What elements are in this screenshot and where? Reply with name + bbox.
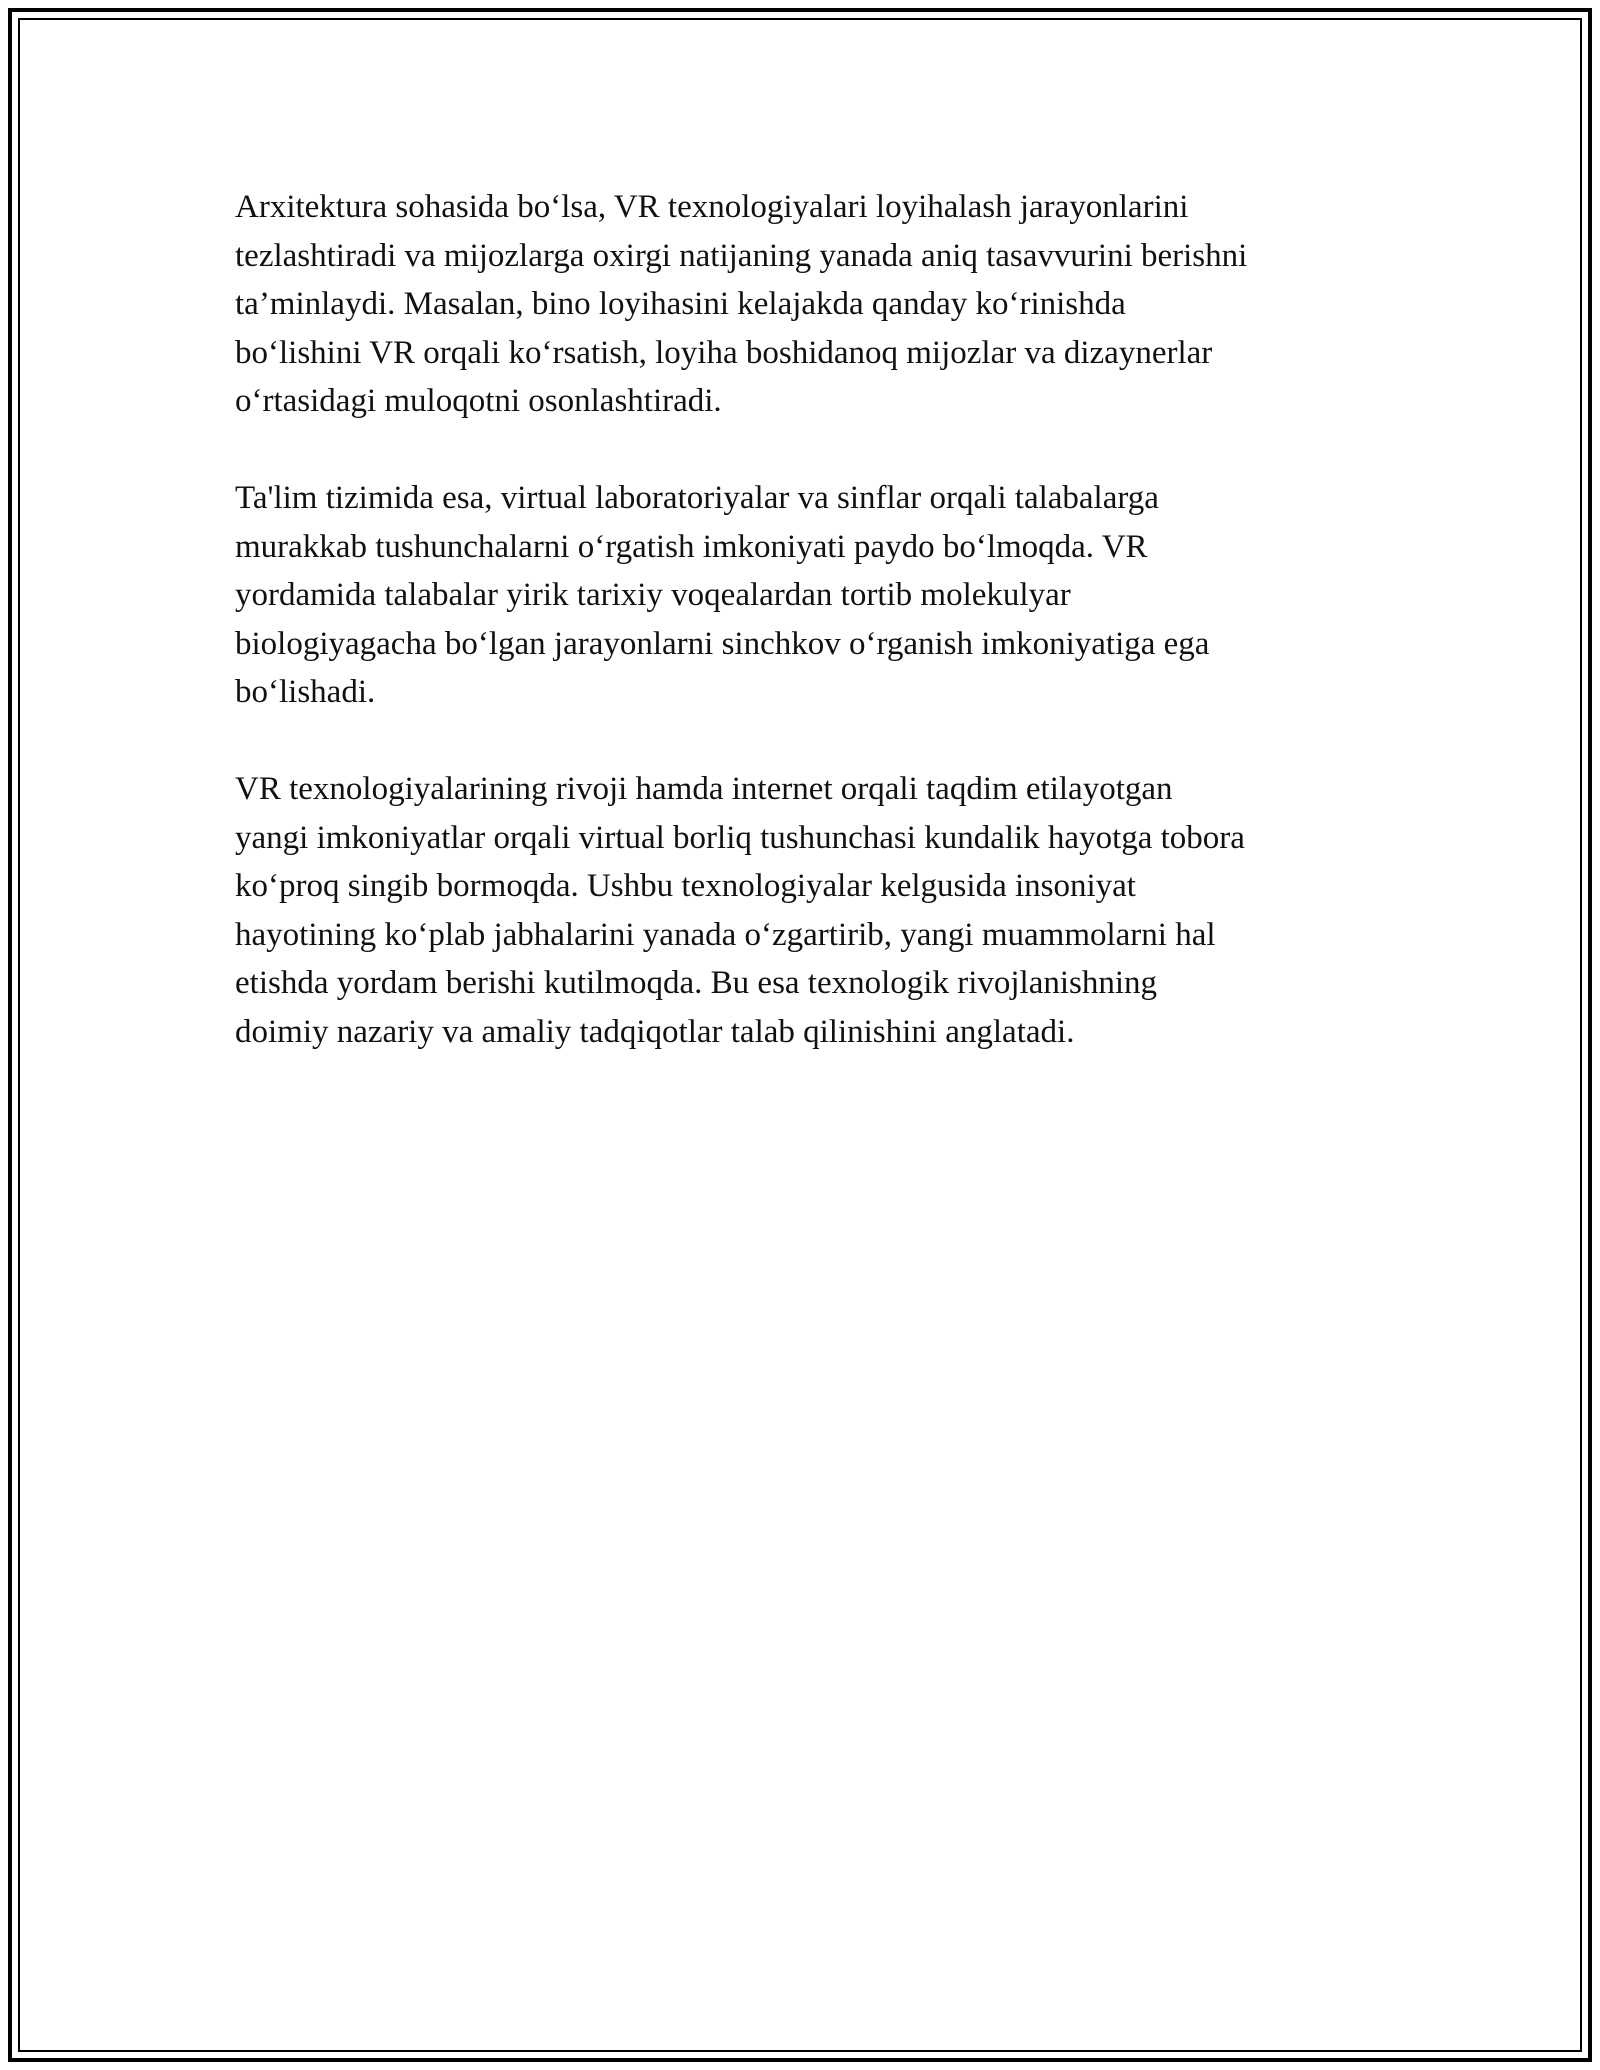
- text-line: bo‘lishadi.: [235, 674, 376, 710]
- text-line: etishda yordam berishi kutilmoqda. Bu esa texnologik rivojlanishning: [235, 965, 1158, 1001]
- text-line: biologiyagacha bo‘lgan jarayonlarni sinchkov o‘rganish imkoniyatiga ega: [235, 625, 1210, 662]
- text-line: o‘rtasidagi muloqotni osonlashtiradi.: [235, 383, 722, 419]
- text-line: murakkab tushunchalarni o‘rgatish imkoniyati paydo bo‘lmoqda. VR: [235, 528, 1148, 565]
- text-line: Arxitektura sohasida bo‘lsa, VR texnologiyalari loyihalash jarayonlarini: [235, 189, 1189, 225]
- text-line: bo‘lishini VR orqali ko‘rsatish, loyiha boshidanoq mijozlar va dizaynerlar: [235, 334, 1213, 371]
- text-line: ko‘proq singib bormoqda. Ushbu texnologiyalar kelgusida insoniyat: [235, 868, 1136, 904]
- text-line: hayotining ko‘plab jabhalarini yanada o‘zgartirib, yangi muammolarni hal: [235, 916, 1216, 953]
- text-line: tezlashtiradi va mijozlarga oxirgi natijaning yanada aniq tasavvurini berishni: [235, 237, 1248, 274]
- paragraph-education: [235, 474, 1380, 717]
- text-line: yangi imkoniyatlar orqali virtual borliq tushunchasi kundalik hayotga tobora: [235, 819, 1245, 856]
- paragraph-future: [235, 765, 1380, 1056]
- text-line: Ta'lim tizimida esa, virtual laboratoriyalar va sinflar orqali talabalarga: [235, 480, 1159, 516]
- text-line: ta’minlaydi. Masalan, bino loyihasini kelajakda qanday ko‘rinishda: [235, 286, 1126, 322]
- paragraph-architecture: [235, 183, 1380, 426]
- text-line: doimiy nazariy va amaliy tadqiqotlar talab qilinishini anglatadi.: [235, 1013, 1075, 1050]
- document-body: [235, 183, 1380, 1105]
- text-line: VR texnologiyalarining rivoji hamda internet orqali taqdim etilayotgan: [235, 771, 1173, 807]
- text-line: yordamida talabalar yirik tarixiy voqealardan tortib molekulyar: [235, 577, 1071, 613]
